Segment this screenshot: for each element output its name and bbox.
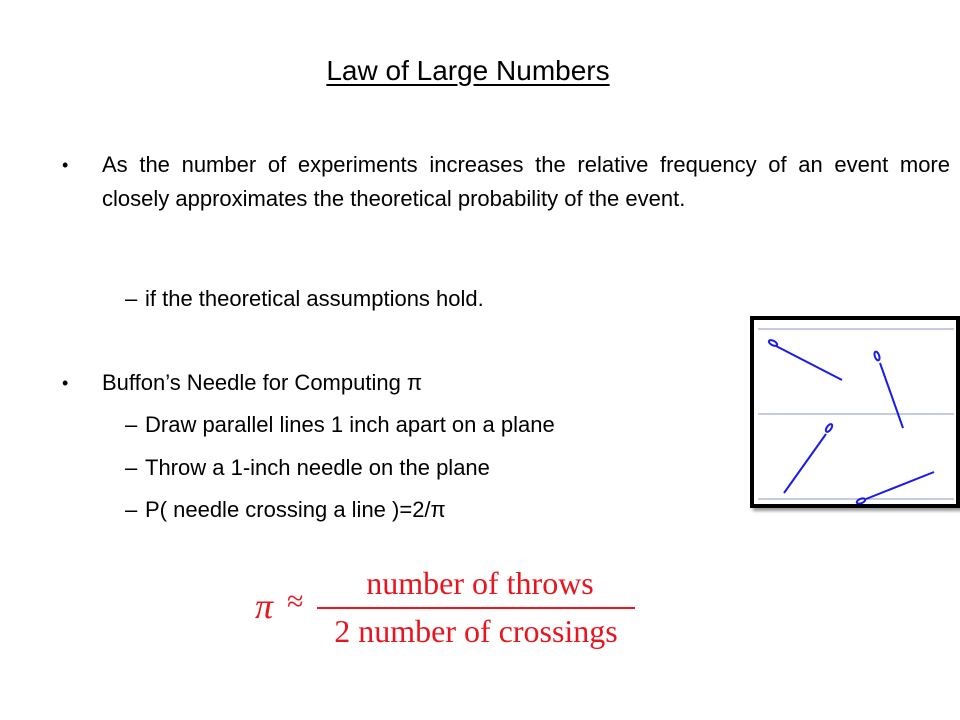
needle-icon xyxy=(784,423,833,493)
bullet-text: As the number of experiments increases the relative frequency of an event more closely approximates the theoretical probability of the event. xyxy=(102,152,950,211)
sub-bullet-text: if the theoretical assumptions hold. xyxy=(145,286,484,311)
sub-bullet-marker: – xyxy=(125,286,138,311)
slide-title: Law of Large Numbers xyxy=(326,55,610,86)
bullet-marker: • xyxy=(62,155,69,175)
sub-bullet-text: P( needle crossing a line )=2/π xyxy=(145,497,446,522)
buffon-needles-diagram xyxy=(750,316,960,508)
sub-bullet-text: Throw a 1-inch needle on the plane xyxy=(145,455,490,480)
bullet-law-statement xyxy=(62,148,950,216)
formula-pi: π xyxy=(255,586,274,626)
pi-estimate-formula xyxy=(255,565,645,655)
sub-bullet-throw-needle xyxy=(125,451,490,485)
formula-approx-sign: ≈ xyxy=(287,585,304,618)
sub-bullet-marker: – xyxy=(125,455,138,480)
formula-numerator: number of throws xyxy=(366,565,594,601)
formula-denominator: 2 number of crossings xyxy=(334,613,618,649)
bullet-buffon xyxy=(62,366,422,400)
needle-icon xyxy=(768,339,842,380)
bullet-marker: • xyxy=(62,373,69,393)
bullet-text: Buffon’s Needle for Computing π xyxy=(102,370,423,395)
sub-bullet-assumptions xyxy=(125,282,484,316)
sub-bullet-marker: – xyxy=(125,497,138,522)
sub-bullet-parallel-lines xyxy=(125,408,555,442)
needle-icon xyxy=(873,351,903,428)
sub-bullet-probability xyxy=(125,493,446,527)
fraction-bar xyxy=(317,607,635,609)
needle-plane-icon xyxy=(754,320,956,504)
sub-bullet-text: Draw parallel lines 1 inch apart on a plane xyxy=(145,412,555,437)
sub-bullet-marker: – xyxy=(125,412,138,437)
